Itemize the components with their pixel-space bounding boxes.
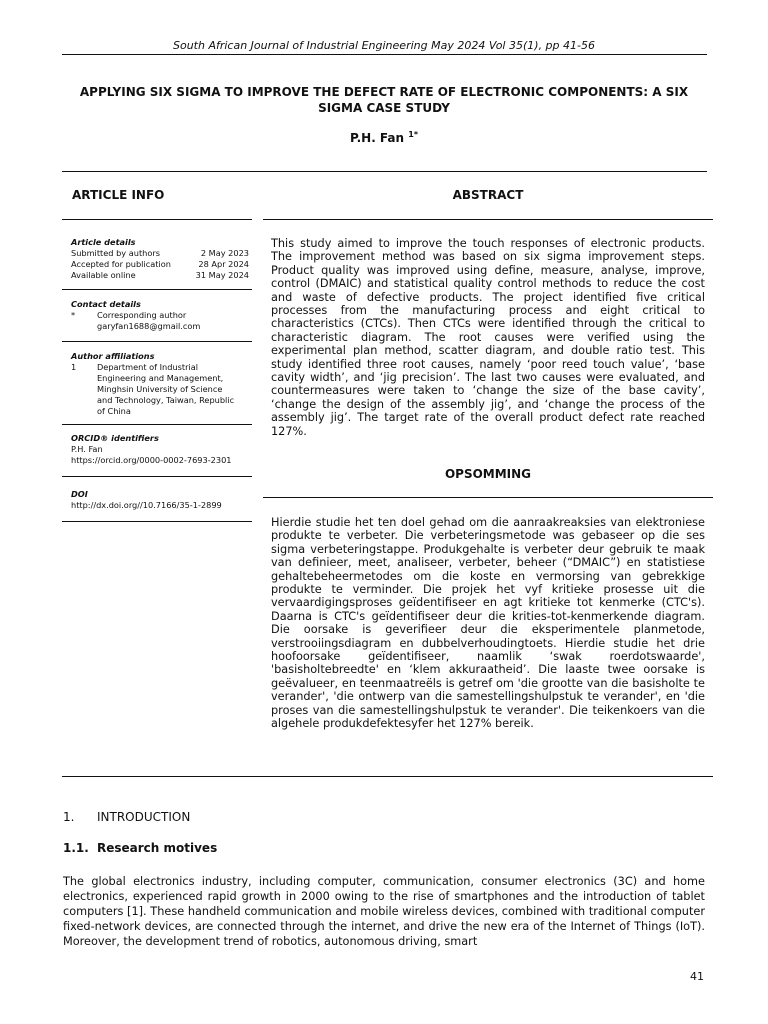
affiliation-text: Department of Industrial Engineering and Management, Minghsin University of Science and Technology, Taiwan, Republic of China <box>97 362 235 416</box>
doi-label: DOI <box>71 489 88 499</box>
author-name: P.H. Fan <box>350 131 409 145</box>
author-affiliations <box>71 351 249 417</box>
info-col-rule <box>62 219 252 220</box>
abstract-rule <box>263 219 713 220</box>
detail-row: Accepted for publication 28 Apr 2024 <box>71 259 249 269</box>
section-title: INTRODUCTION <box>97 810 191 824</box>
sidebar-rule <box>62 341 252 342</box>
contact-details <box>71 299 249 332</box>
opsomming-text: Hierdie studie het ten doel gehad om die aanraakreaksies van elektroniese produkte te verbeter. Die verbeteringsmetode was gebaseer op die ses sigma verbeteringstappe. Produkgehalte is verbeter deur gebruik te maak van definieer, meet, analiseer, verbeter, beheer (“DMAIC”) en statistiese gehaltebeheermetodes om die koste en vermorsing van gebrekkige produkte te verminder. Die projek het vyf kritieke prosesse uit die vervaardigingsproses geïdentifiseer en agt kritieke tot kenmerke (CTC's). Daarna is CTC's geïdentifiseer deur die krities-tot-kenmerkende diagram. Die oorsake is geverifieer deur die eksperimentele planmetode, verstrooiingsdiagram en dubbelverhoudingtoets. Hierdie studie het drie hoofoorsake geïdentifiseer, naamlik ‘swak roerdotswaarde', 'basisholtebreedte' en ‘klem akkuraatheid’. Die laaste twee oorsake is geëvalueer, en teenmaatreëls is getref om 'die grootte van die basisholte te verander', 'die ontwerp van die samestellingshulpstuk te verander', en 'die proses van die samestellingshulpstuk te verander'. Die teikenkoers van die algehele produkdefektesyfer het 127% bereik. <box>271 516 705 731</box>
doi-link[interactable]: http://dx.doi.org//10.7166/35-1-2899 <box>71 500 222 510</box>
section-number: 1. <box>63 810 75 824</box>
affiliation-marker: 1 <box>71 362 77 372</box>
contact-email[interactable]: garyfan1688@gmail.com <box>97 321 201 331</box>
detail-row: Available online 31 May 2024 <box>71 270 249 280</box>
sidebar-rule <box>62 476 252 477</box>
contact-role: Corresponding author <box>97 310 187 320</box>
section-heading <box>63 810 190 824</box>
orcid-label: ORCID® identifiers <box>71 433 159 443</box>
author-line <box>0 130 768 145</box>
author-marker: 1* <box>408 130 418 139</box>
abstract-heading: ABSTRACT <box>452 188 524 202</box>
subsection-heading <box>63 841 217 855</box>
journal-header: South African Journal of Industrial Engineering May 2024 Vol 35(1), pp 41-56 <box>172 39 595 52</box>
subsection-number: 1.1. <box>63 841 89 855</box>
article-details <box>71 237 249 281</box>
abstract-bottom-rule <box>62 776 713 777</box>
sidebar-rule <box>62 521 252 522</box>
orcid-identifiers <box>71 433 249 466</box>
sidebar-rule <box>62 424 252 425</box>
sidebar-rule <box>62 289 252 290</box>
abstract-text: This study aimed to improve the touch responses of electronic products. The improvement method was based on six sigma improvement steps. Product quality was improved using define, measure, analyse, improve, control (DMAIC) and statistical quality control methods to reduce the cost and waste of defective products. The project identified five critical processes from the manufacturing process and eight critical to characteristics (CTCs). Then CTCs were identified through the critical to characteristic diagram. The root causes were verified using the experimental plan method, scatter diagram, and double ratio test. This study identified three root causes, namely ‘poor reed touch value’, ‘base cavity width’, and ‘jig precision’. The last two causes were evaluated, and countermeasures were taken to ‘change the size of the base cavity’, ‘change the design of the assembly jig’, and ‘change the process of the assembly jig’. The target rate of the overall product defect rate reached 127%. <box>271 237 705 438</box>
orcid-link[interactable]: https://orcid.org/0000-0002-7693-2301 <box>71 455 232 465</box>
affiliations-label: Author affiliations <box>71 351 155 361</box>
opsomming-heading: OPSOMMING <box>444 467 532 481</box>
introduction-text: The global electronics industry, including computer, communication, consumer electronics (3C) and home electronics, experienced rapid growth in 2000 owing to the rise of smartphones and the introduction of tablet computers [1]. These handheld communication and mobile wireless devices, combined with traditional computer fixed-network devices, are connected through the internet, and drive the new era of the Internet of Things (IoT). Moreover, the development trend of robotics, autonomous driving, smart <box>63 875 705 948</box>
subsection-title: Research motives <box>97 841 218 855</box>
paper-title: APPLYING SIX SIGMA TO IMPROVE THE DEFECT RATE OF ELECTRONIC COMPONENTS: A SIX SIGMA CASE STUDY <box>79 85 689 115</box>
orcid-name: P.H. Fan <box>71 444 103 454</box>
contact-label: Contact details <box>71 299 141 309</box>
doi-block <box>71 489 249 511</box>
contact-marker: * <box>71 310 76 320</box>
article-info-heading: ARTICLE INFO <box>72 188 165 202</box>
info-top-rule <box>62 171 707 172</box>
article-details-label: Article details <box>71 237 136 247</box>
header-rule <box>62 54 707 55</box>
detail-row: Submitted by authors 2 May 2023 <box>71 248 249 258</box>
page-number: 41 <box>690 970 704 983</box>
opsomming-rule <box>263 497 713 498</box>
